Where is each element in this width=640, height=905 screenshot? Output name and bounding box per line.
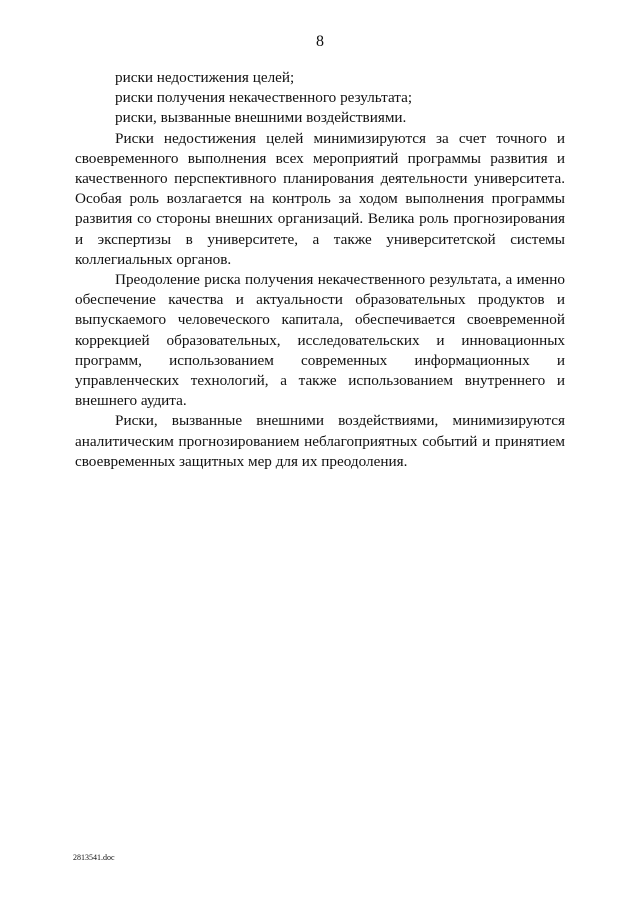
paragraph: Преодоление риска получения некачественного результата, а именно обеспечение качества и актуальности образовательных продуктов и выпускаемого человеческого капитала, обеспечивается своевременной коррекцией образовательных, исследовательских и инновационных программ, использованием современных информационных и управленческих технологий, а также использованием внутреннего и внешнего аудита. (75, 271, 565, 410)
list-item: риски, вызванные внешними воздействиями. (115, 109, 407, 127)
footer-filename: 2813541.doc (73, 853, 115, 862)
list-item: риски недостижения целей; (115, 69, 295, 86)
document-body (75, 68, 565, 472)
paragraph: Риски недостижения целей минимизируются за счет точного и своевременного выполнения всех мероприятий программы развития и качественного перспективного планирования деятельности университета. Особая роль возлагается на контроль за ходом выполнения программы развития со стороны внешних организаций. Велика роль прогнозирования и экспертизы в университете, а также университетской системы коллегиальных органов. (75, 129, 565, 268)
page-number: 8 (316, 33, 324, 50)
list-item: риски получения некачественного результата; (115, 89, 413, 107)
paragraph: Риски, вызванные внешними воздействиями, минимизируются аналитическим прогнозированием неблагоприятных событий и принятием своевременных защитных мер для их преодоления. (75, 412, 565, 470)
